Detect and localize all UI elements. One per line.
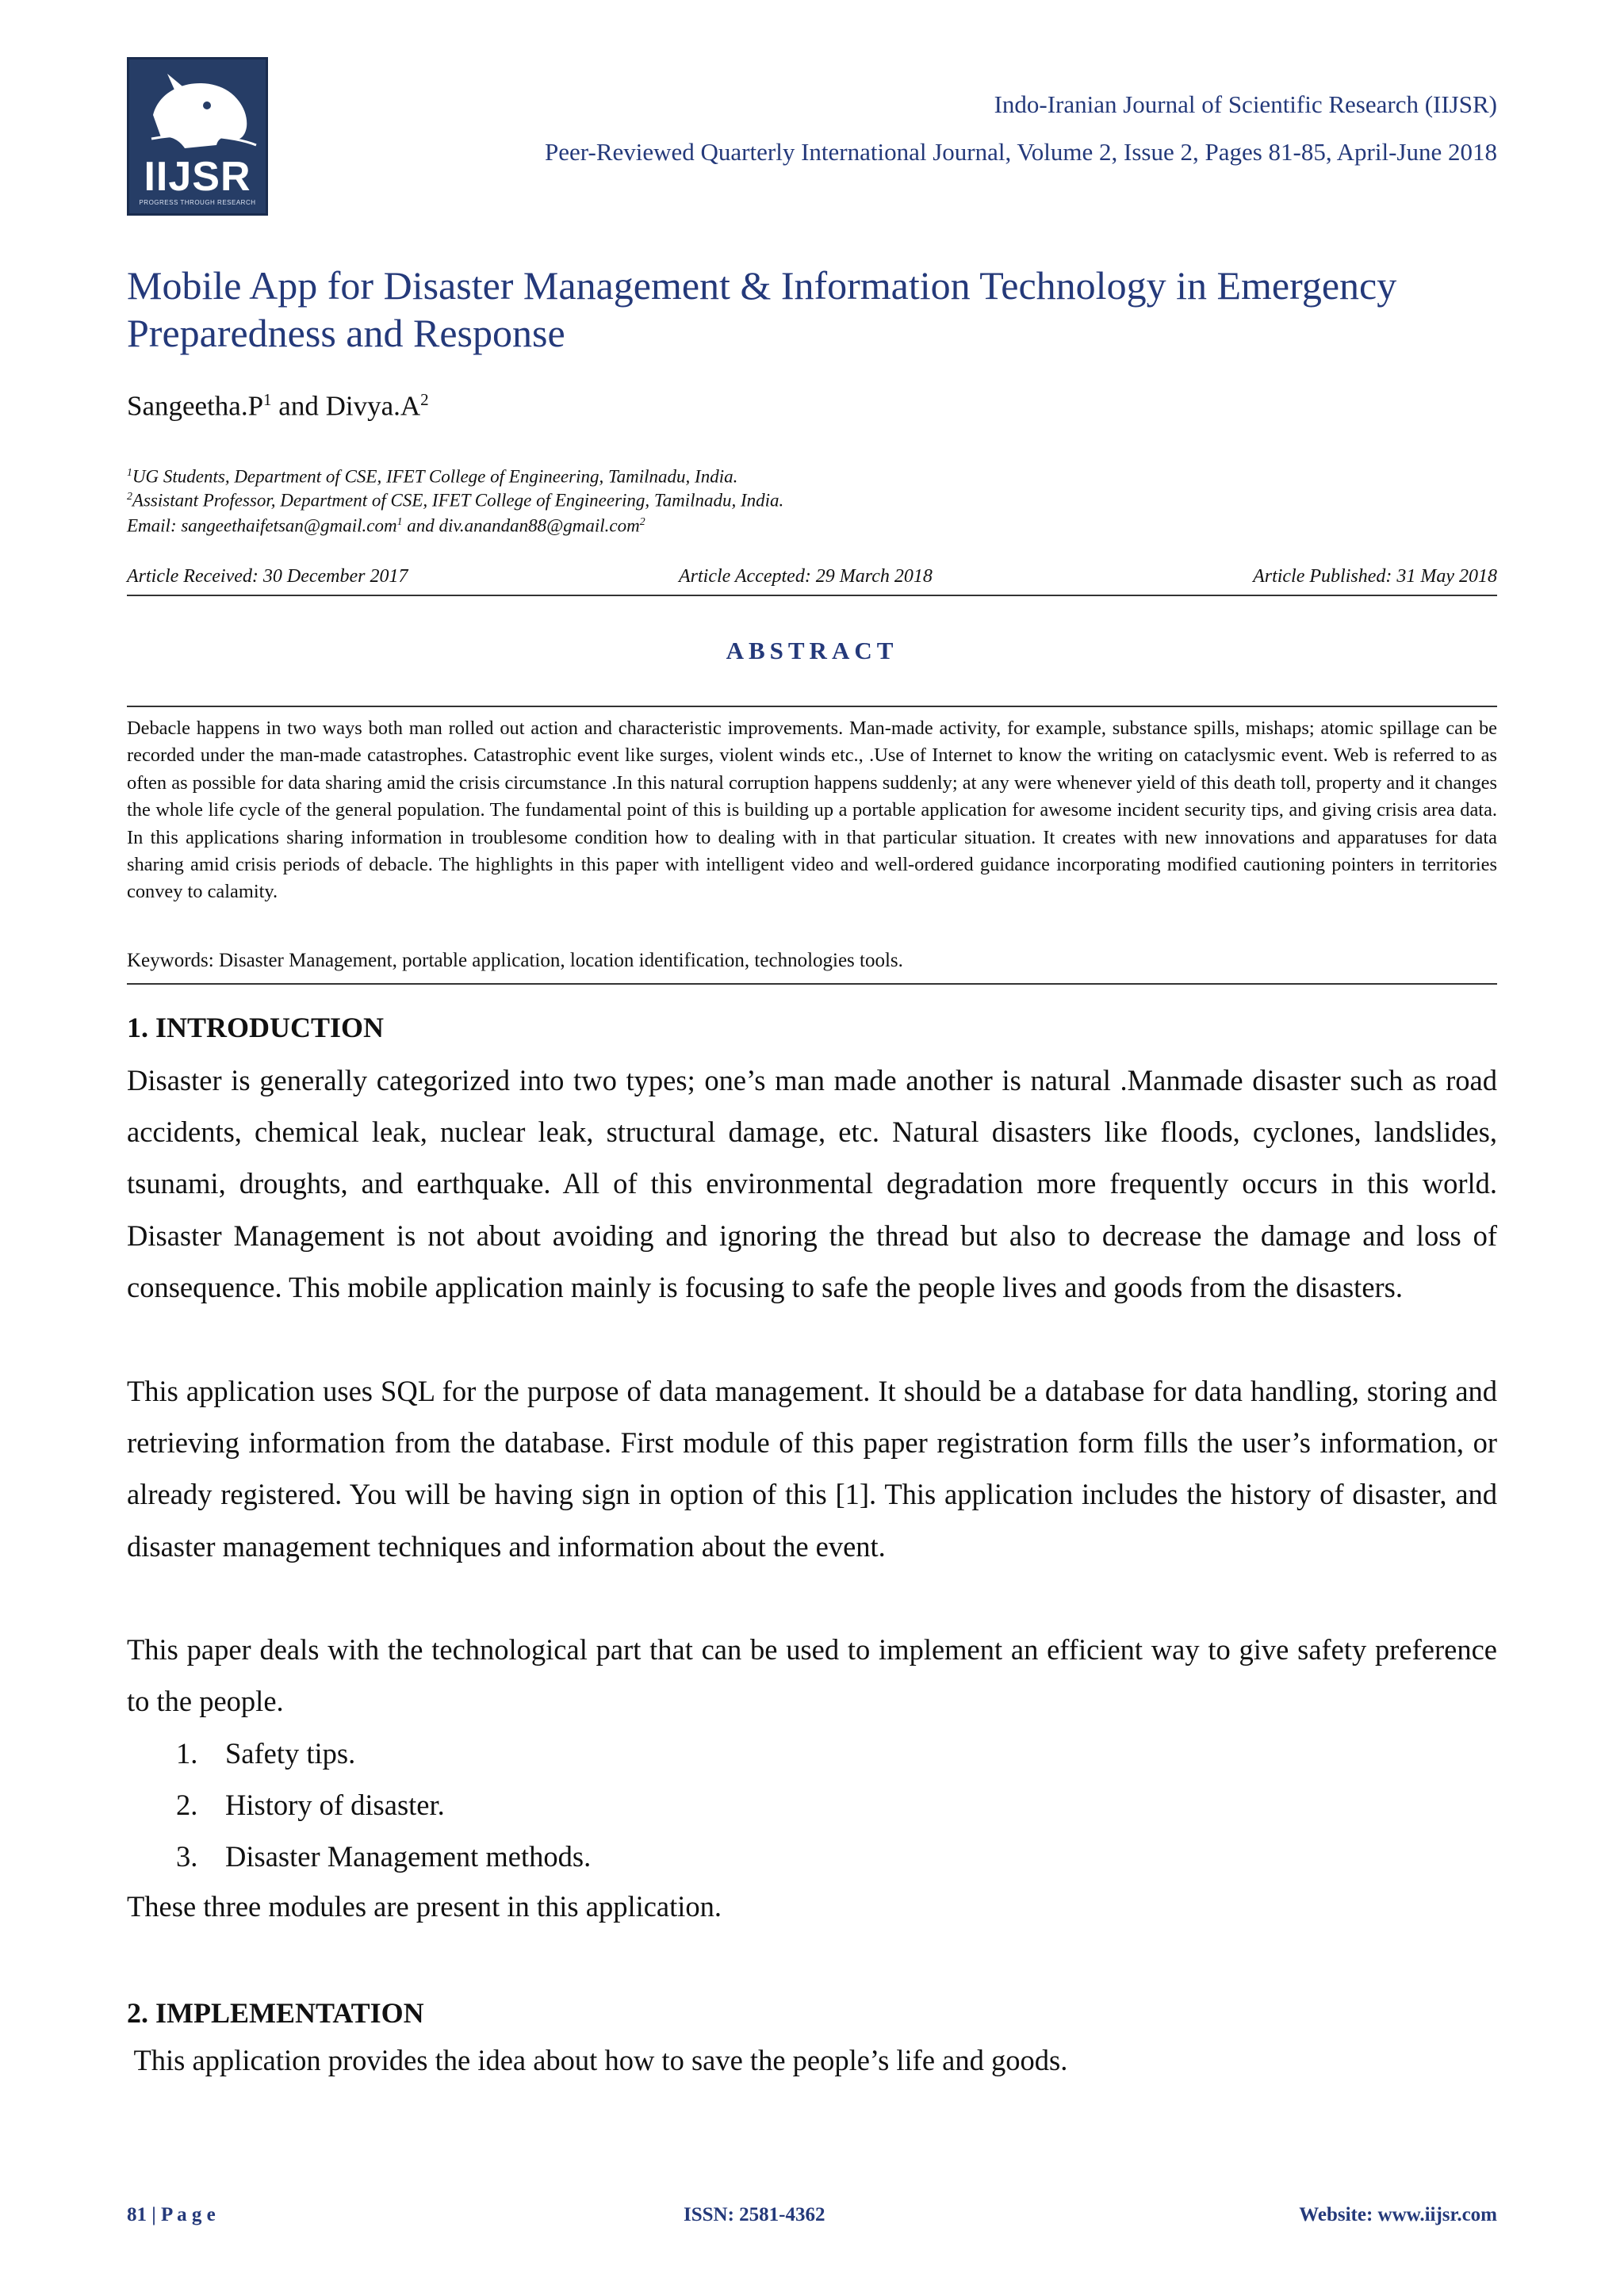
abstract-heading: ABSTRACT [726,637,898,664]
list-text: History of disaster. [225,1789,445,1821]
website-link[interactable]: Website: www.iijsr.com [1299,2204,1497,2225]
list-item [176,1736,355,1770]
paragraph-line: information, or already registered. You will be having sign in option of this [1]. This application includes the [127,1426,1498,1511]
list-number: 2. [176,1789,198,1821]
abstract-line: fundamental point of this is building up a portable application for awesome incident security tips, and giving crisis area data. In this applications [127,799,1497,848]
list-item [176,1839,591,1873]
abstract-line: Debacle happens in two ways both man rolled out action and characteristic improvements. Man-made activity, for example, substance spills, [127,718,1240,739]
paragraph-line: road accidents, chemical leak, nuclear leak, structural damage, etc. Natural disasters like floods, cyclones, [127,1064,1497,1149]
section-heading-introduction: 1. INTRODUCTION [127,1012,385,1043]
affiliation-2-text: Assistant Professor, Department of CSE, IFET College of Engineering, Tamilnadu, India. [132,490,784,511]
paragraph-line: This paper deals with the technological part that can be used to implement an efficient way to give safety preference [127,1633,1497,1666]
affiliation-1-text: UG Students, Department of CSE, IFET College of Engineering, Tamilnadu, India. [132,466,738,487]
abstract-body [127,715,1497,906]
list-text: Disaster Management methods. [225,1840,592,1873]
intro-paragraph-1 [127,1054,1497,1313]
abstract-line: cautioning pointers in territories convey to calamity. [127,854,1497,903]
logo-text: IIJSR [144,154,251,200]
affiliation-2-marker: 2 [127,490,132,502]
list-item [176,1788,445,1822]
email-2-marker: 2 [639,515,645,527]
email-1-marker: 1 [396,515,403,527]
author-1: Sangeetha.P [127,390,264,422]
email-2: and div.anandan88@gmail.com [402,515,640,536]
author-1-affil: 1 [263,390,272,409]
paper-title [127,262,1499,357]
email-1: Email: sangeethaifetsan@gmail.com [127,515,397,536]
affiliation-1-marker: 1 [127,466,132,478]
list-text: Safety tips. [225,1737,356,1770]
paragraph-line: landslides, tsunami, droughts, and earthquake. All of this environmental degradation more frequently occurs in this [127,1115,1497,1200]
date-received: Article Received: 30 December 2017 [127,566,408,587]
keywords: Keywords: Disaster Management, portable application, location identification, technologies tools. [127,950,903,971]
list-number: 3. [176,1840,198,1873]
abstract-line: sharing information in troublesome condition how to dealing with in that particular situation. It creates with new innovations and apparatuses for data [286,826,1497,848]
author-2-affil: 2 [420,390,429,409]
divider [127,595,1497,596]
affiliation-2 [127,490,783,511]
author-joiner: and [271,390,326,422]
paragraph-line: and retrieving information from the database. First module of this paper registration form fills the user’s [127,1375,1498,1460]
section-heading-implementation: 2. IMPLEMENTATION [127,1997,424,2029]
list-number: 1. [176,1737,198,1770]
intro-paragraph-2 [127,1365,1497,1572]
intro-closing: These three modules are present in this application. [127,1890,722,1923]
abstract-line: happens suddenly; at any were whenever yield of this death toll, property and it changes the whole life cycle of the general population. The [127,771,1497,821]
issn: ISSN: 2581-4362 [684,2204,825,2225]
author-2: Divya.A [325,390,421,422]
email-line [127,515,645,537]
date-accepted: Article Accepted: 29 March 2018 [679,566,933,587]
paragraph-line: to the people. [127,1685,284,1718]
paragraph-line: Disaster is generally categorized into two types; one’s man made another is natural .Manmade disaster such as [127,1064,1437,1096]
title-line-2: Preparedness and Response [127,311,565,355]
abstract-line: sharing amid crisis periods of debacle. The highlights in this paper with intelligent video and well-ordered guidance incorporating modified [127,854,1237,876]
logo-tagline: PROGRESS THROUGH RESEARCH [139,199,256,206]
intro-paragraph-3 [127,1624,1497,1727]
affiliation-1 [127,466,737,488]
journal-logo [127,57,268,216]
implementation-text: This application provides the idea about how to save the people’s life and goods. [127,2044,1068,2076]
divider [127,983,1497,985]
paragraph-line: world. Disaster Management is not about avoiding and ignoring the thread but also to decrease the damage and loss [127,1167,1497,1252]
journal-details: Peer-Reviewed Quarterly International Journal, Volume 2, Issue 2, Pages 81-85, April-June 2018 [545,138,1497,166]
paragraph-line: history of disaster, and disaster management techniques and information about the event. [127,1478,1498,1563]
journal-name: Indo-Iranian Journal of Scientific Research (IIJSR) [994,90,1497,118]
author-line [127,390,429,423]
paragraph-line: of consequence. This mobile application mainly is focusing to safe the people lives and goods from the disasters. [127,1219,1498,1303]
date-published: Article Published: 31 May 2018 [1253,566,1497,587]
divider [127,706,1497,707]
page-number: 81 | P a g e [127,2204,216,2225]
abstract-line: mishaps; atomic spillage can be recorded under the man-made catastrophes. Catastrophic event like surges, violent winds etc., .Use of Internet to [127,718,1497,767]
abstract-line: know the writing on cataclysmic event. Web is referred to as often as possible for data sharing amid the crisis circumstance .In this natural corruption [127,744,1497,794]
title-line-1: Mobile App for Disaster Management & Information Technology in Emergency [127,263,1397,308]
paragraph-line: This application uses SQL for the purpose of data management. It should be a database for data handling, storing [127,1375,1448,1407]
